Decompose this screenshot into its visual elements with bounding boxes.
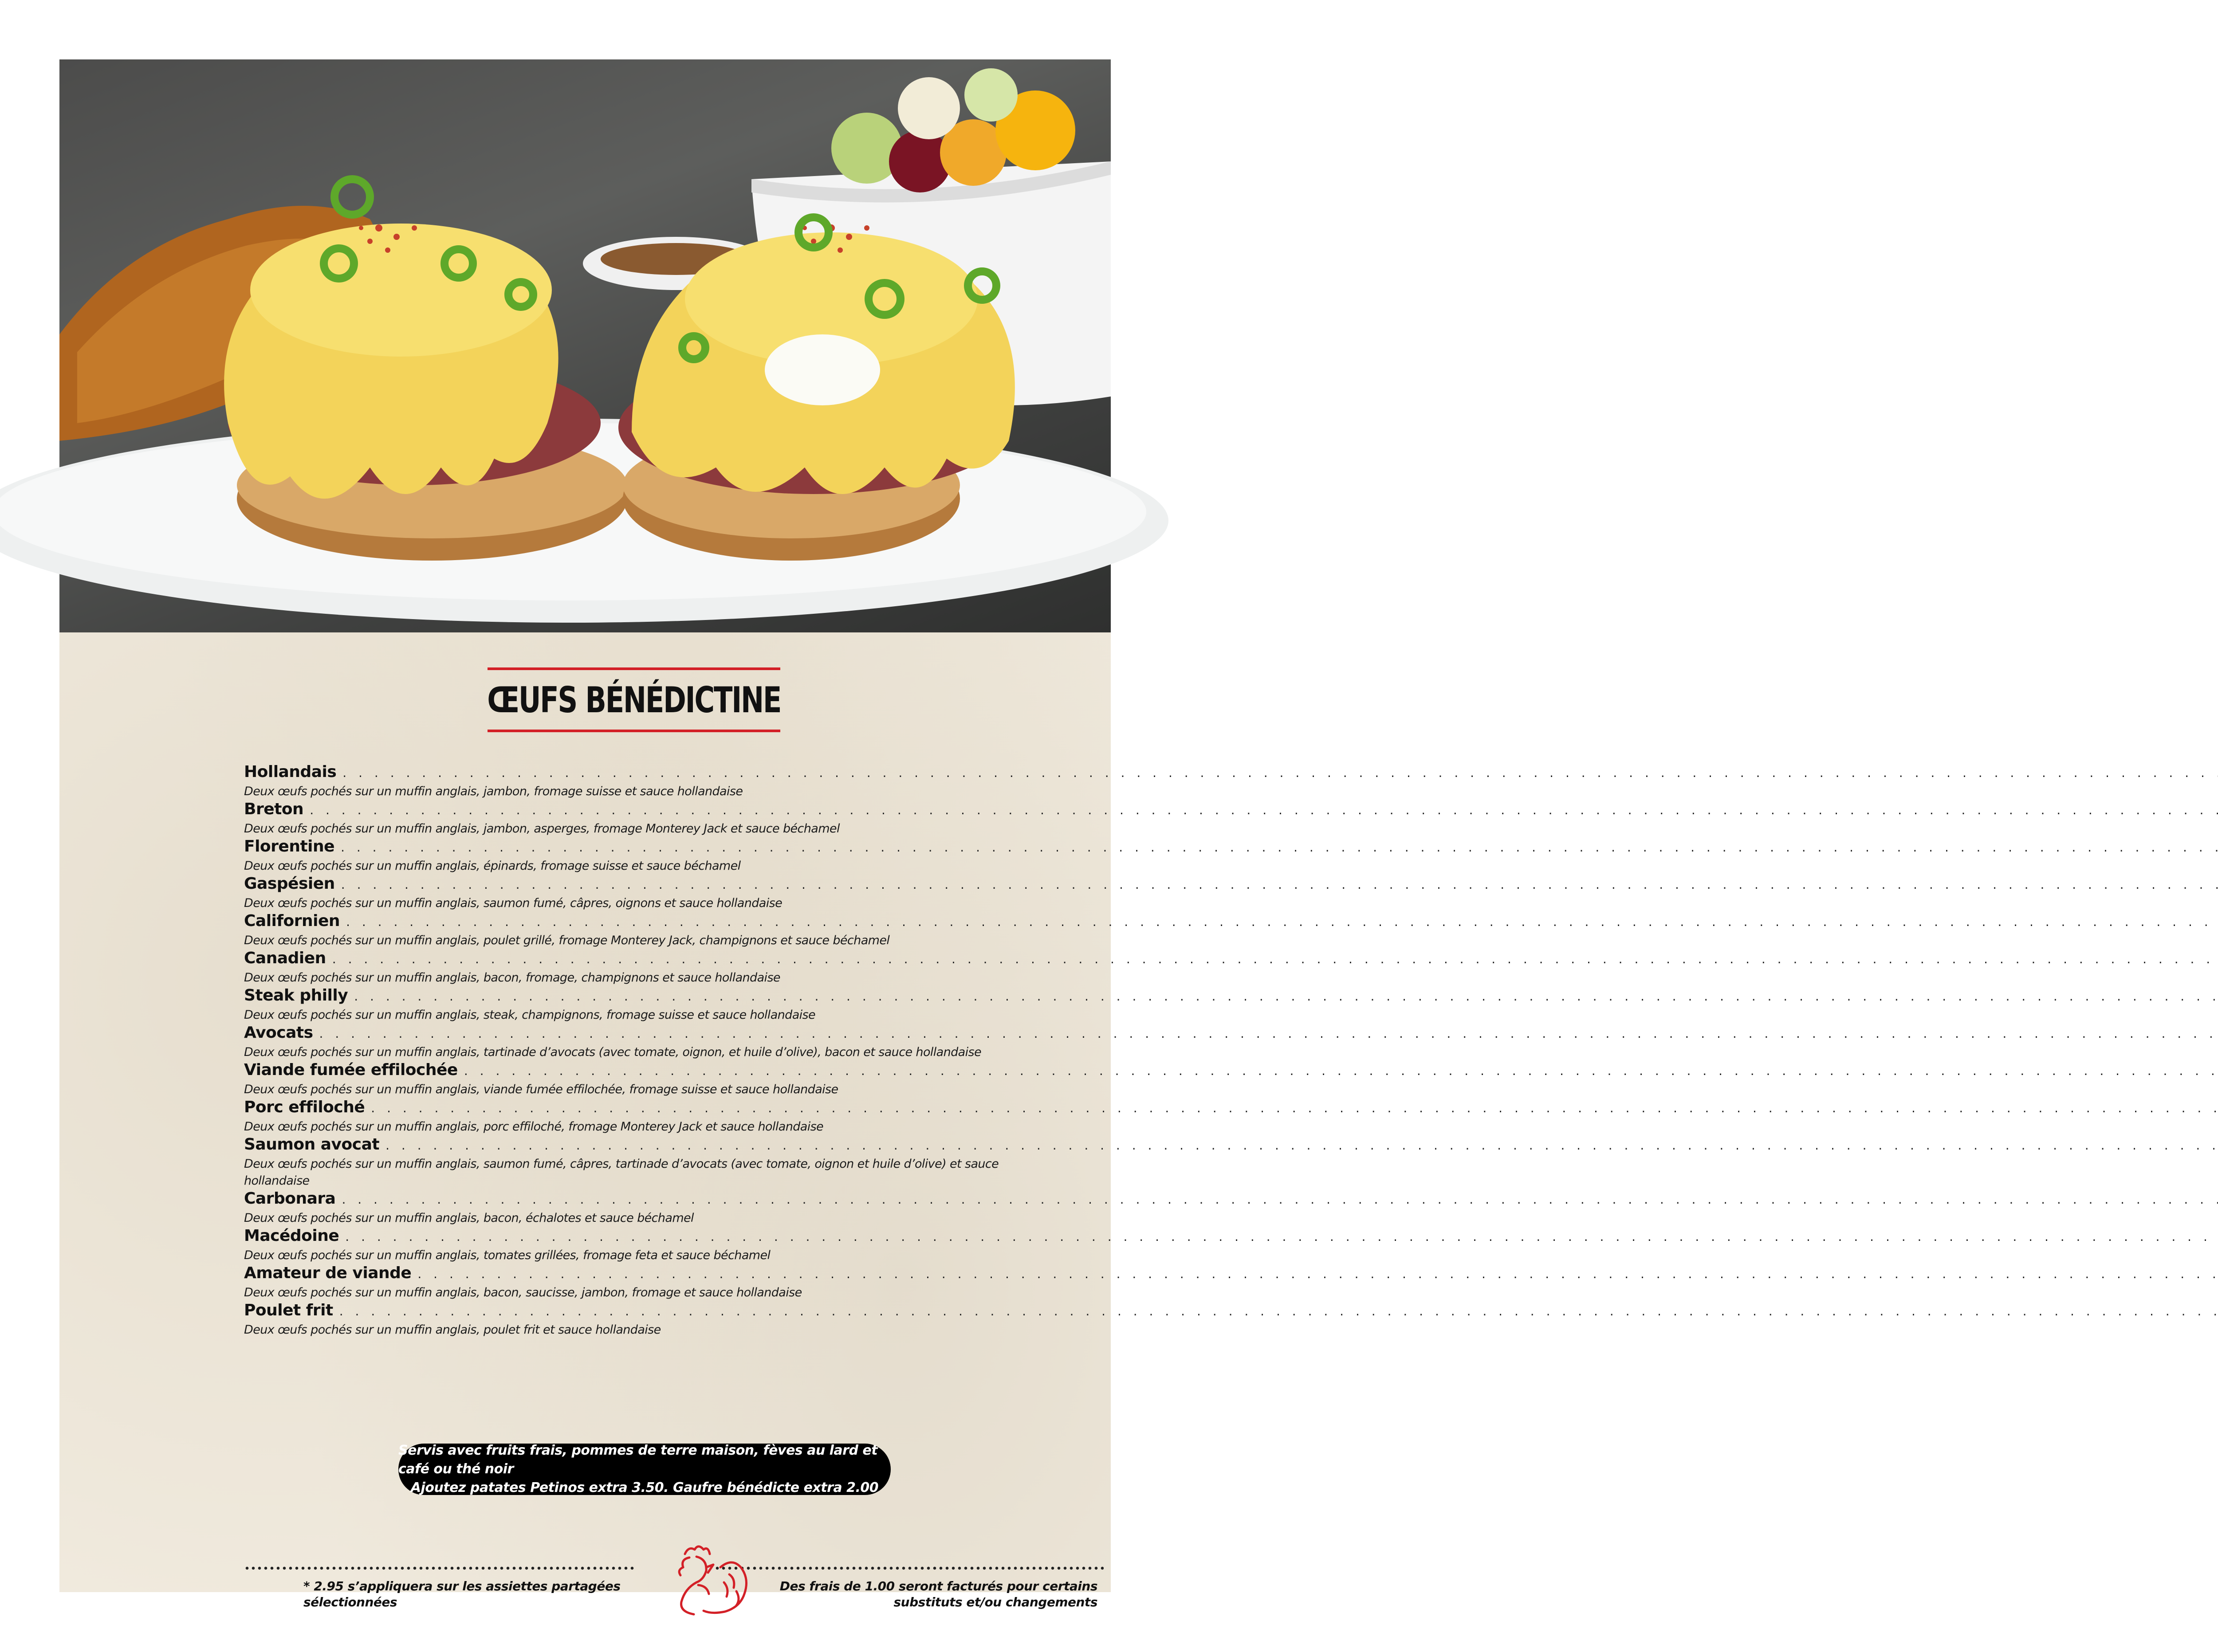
dot-leader [345,1231,2218,1243]
menu-item-line [244,1135,1112,1158]
menu-item [244,986,1112,1024]
menu-item-description: Deux œufs pochés sur un muffin anglais, jambon, fromage suisse et sauce hollandaise [244,785,743,798]
dot-leader [354,990,2218,1003]
menu-item-line [244,1227,1112,1249]
menu-item-name: Steak philly [244,986,348,1005]
menu-item-description: Deux œufs pochés sur un muffin anglais, poulet grillé, fromage Monterey Jack, champignons et sauce béchamel [244,934,890,947]
menu-item [244,1098,1112,1135]
menu-item-name: Canadien [244,949,326,967]
menu-item-line [244,1189,1112,1212]
menu-item [244,763,1112,800]
section-title: ŒUFS BÉNÉDICTINE [487,679,781,721]
menu-item [244,1024,1112,1061]
menu-item-description: Deux œufs pochés sur un muffin anglais, porc effiloché, fromage Monterey Jack et sauce hollandaise [244,1120,824,1134]
menu-item-line [244,763,1112,785]
menu-item-line [244,1301,1112,1323]
menu-item-description: Deux œufs pochés sur un muffin anglais, steak, champignons, fromage suisse et sauce hollandaise [244,1008,816,1022]
footer-divider-right [714,1566,1104,1570]
menu-item-name: Avocats [244,1024,313,1042]
menu-item [244,800,1112,837]
menu-item-description: Deux œufs pochés sur un muffin anglais, saumon fumé, câpres, tartinade d’avocats (avec tomate, oignon et huile d’olive) et sauce hollandaise [244,1157,999,1188]
menu-item-name: Florentine [244,837,335,855]
menu-item-line [244,986,1112,1008]
menu-item [244,1189,1112,1227]
menu-item-description: Deux œufs pochés sur un muffin anglais, jambon, asperges, fromage Monterey Jack et sauce béchamel [244,822,840,836]
served-with-line-2: Ajoutez patates Petinos extra 3.50. Gaufre bénédicte extra 2.00 [410,1480,879,1495]
menu-item-line [244,1061,1112,1083]
footer-note-left-line-2: sélectionnées [303,1595,397,1609]
menu-item-description: Deux œufs pochés sur un muffin anglais, tomates grillées, fromage feta et sauce béchamel [244,1248,771,1262]
menu-item-description: Deux œufs pochés sur un muffin anglais, poulet frit et sauce hollandaise [244,1323,661,1337]
eggs-benedict-photo [59,59,1111,632]
menu-item-name: Hollandais [244,763,337,781]
dot-leader [385,1139,2218,1152]
dot-leader [346,916,2218,928]
menu-item-line [244,800,1112,822]
served-with-banner [398,1444,891,1495]
dot-leader [332,953,2218,965]
menu-item-name: Californien [244,912,340,930]
section-title-frame [488,667,780,732]
menu-item-line [244,1264,1112,1286]
menu-item-name: Amateur de viande [244,1264,412,1282]
menu-item-description: Deux œufs pochés sur un muffin anglais, tartinade d’avocats (avec tomate, oignon, et huile d’olive), bacon et sauce hollandaise [244,1045,981,1059]
menu-item-name: Breton [244,800,304,818]
menu-item-description: Deux œufs pochés sur un muffin anglais, bacon, fromage, champignons et sauce hollandaise [244,971,780,985]
menu-item [244,1135,1112,1189]
menu-item-line [244,1098,1112,1120]
dot-leader [341,879,2218,891]
menu-item [244,1264,1112,1301]
menu-item-name: Macédoine [244,1227,339,1245]
served-with-line-1: Servis avec fruits frais, pommes de terre maison, fèves au lard et café ou thé noir [398,1443,878,1477]
dot-leader [371,1102,2218,1114]
footer-note-left [303,1578,623,1610]
menu-item-description: Deux œufs pochés sur un muffin anglais, bacon, saucisse, jambon, fromage et sauce hollandaise [244,1286,802,1299]
footer-note-right-line-1: Des frais de 1.00 seront facturés pour certains [779,1579,1097,1593]
footer-note-right-line-2: substituts et/ou changements [893,1595,1097,1609]
menu-item-description: Deux œufs pochés sur un muffin anglais, saumon fumé, câpres, oignons et sauce hollandaise [244,896,783,910]
footer-note-right [751,1578,1097,1610]
menu-item [244,912,1112,949]
menu-item-description: Deux œufs pochés sur un muffin anglais, bacon, échalotes et sauce béchamel [244,1211,694,1225]
menu-page [59,59,1111,1609]
menu-item-name: Gaspésien [244,875,335,893]
menu-item-line [244,912,1112,934]
menu-item [244,1301,1112,1338]
footer-divider-left [244,1566,635,1570]
menu-item-line [244,875,1112,897]
menu-item [244,949,1112,986]
rooster-icon [654,1536,756,1622]
menu-item-name: Saumon avocat [244,1135,380,1154]
menu-item-name: Porc effiloché [244,1098,365,1116]
menu-item-description: Deux œufs pochés sur un muffin anglais, viande fumée effilochée, fromage suisse et sauce hollandaise [244,1083,838,1096]
footer-note-left-line-1: * 2.95 s’appliquera sur les assiettes partagées [303,1579,621,1593]
menu-list [244,763,1112,1338]
dot-leader [342,1193,2218,1206]
dot-leader [310,804,2218,816]
menu-item-name: Viande fumée effilochée [244,1061,458,1079]
menu-item-description: Deux œufs pochés sur un muffin anglais, épinards, fromage suisse et sauce béchamel [244,859,741,873]
dot-leader [341,841,2218,854]
dot-leader [417,1268,2218,1280]
dot-leader [339,1305,2218,1318]
dot-leader [342,767,2218,779]
menu-item-line [244,837,1112,859]
menu-item-name: Poulet frit [244,1301,333,1319]
menu-item-line [244,949,1112,971]
dot-leader [464,1065,2218,1077]
menu-item-line [244,1024,1112,1046]
menu-item-name: Carbonara [244,1189,336,1208]
dot-leader [319,1028,2218,1040]
menu-item [244,875,1112,912]
menu-item [244,1227,1112,1264]
menu-item [244,837,1112,875]
menu-item [244,1061,1112,1098]
